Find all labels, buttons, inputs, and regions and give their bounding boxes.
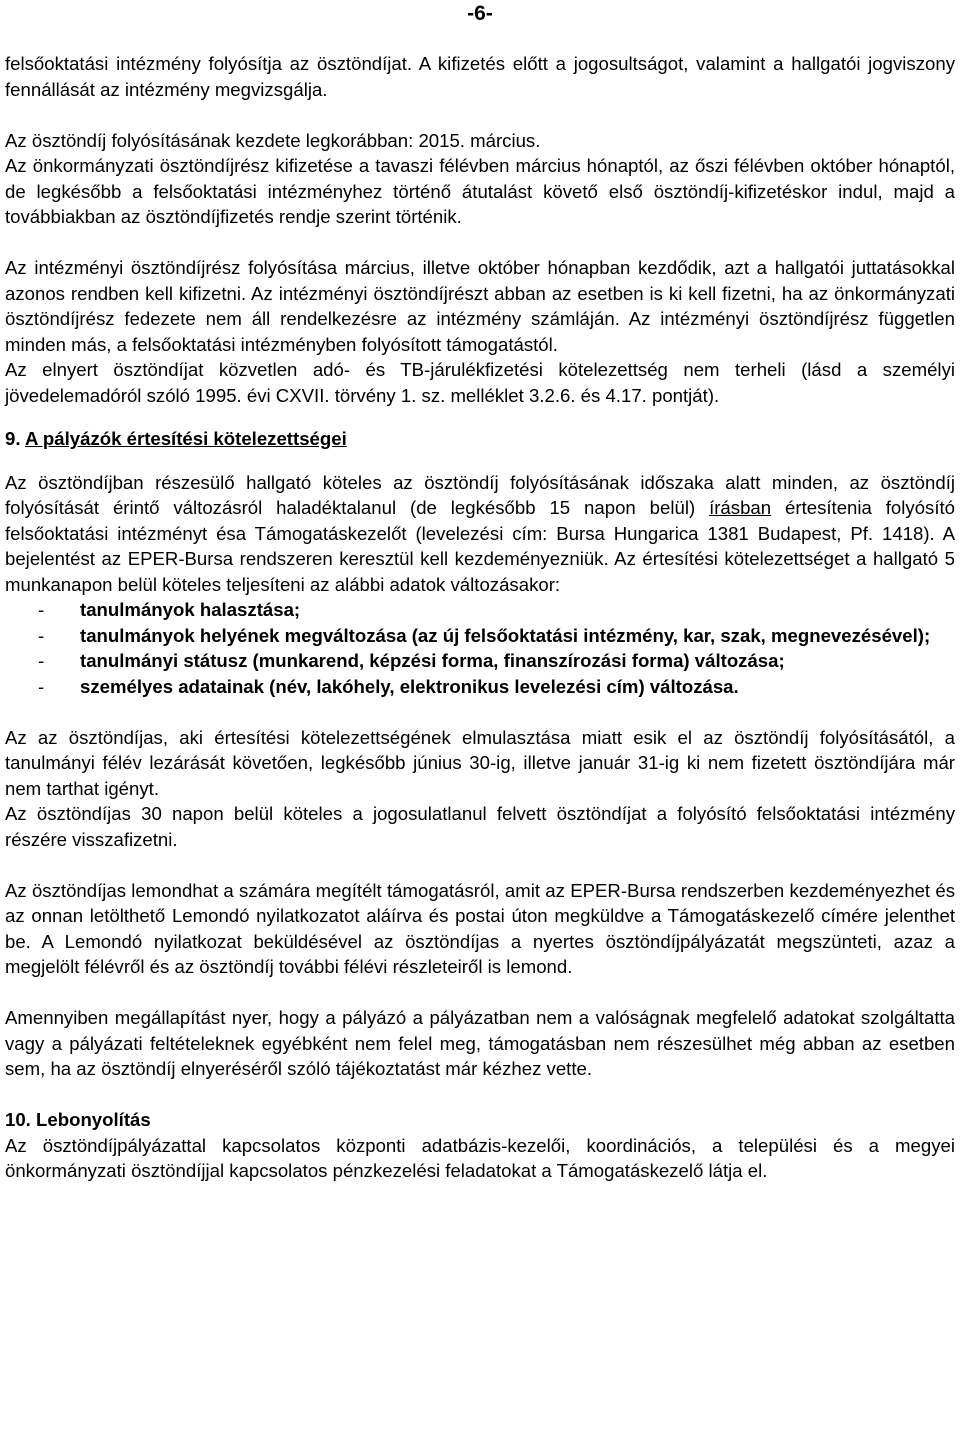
section-number: 9. [5,428,21,449]
paragraph-false-data: Amennyiben megállapítást nyer, hogy a pályázó a pályázatban nem a valóságnak megfelelő adatokat szolgáltatta vagy a pályázati feltételeknek egyébként nem felel meg, támogatásban nem részesülhet még abban az esetben sem, ha az ösztöndíj elnyeréséről szóló tájékoztatást már kézhez vette. [5,1007,955,1079]
paragraph-tax: Az elnyert ösztöndíjat közvetlen adó- és TB-járulékfizetési kötelezettség nem terheli (lásd a személyi jövedelemadóról szóló 1995. évi CXVII. törvény 1. sz. melléklet 3.2.6. és 4.17. pontját). [5,359,955,406]
paragraph-resignation: Az ösztöndíjas lemondhat a számára megítélt támogatásról, amit az EPER-Bursa rendszerben kezdeményezhet és az onnan letölthető Lemondó nyilatkozatot aláírva és postai úton megküldve a Támogatáskezelő címére jelenthet be. A Lemondó nyilatkozat beküldésével az ösztöndíjas a nyertes ösztöndíjpályázatát megszünteti, azaz a megjelölt félévről és az ösztöndíj további félévi részleteiről is lemond. [5,879,955,977]
paragraph-administration: Az ösztöndíjpályázattal kapcsolatos központi adatbázis-kezelői, koordinációs, a települési és a megyei önkormányzati ösztöndíjjal kapcsolatos pénzkezelési feladatokat a Támogatáskezelő látja el. [5,1134,955,1181]
section-heading-9 [5,426,955,452]
paragraph-forfeit: Az az ösztöndíjas, aki értesítési kötelezettségének elmulasztása miatt esik el az ösztöndíj folyósításától, a tanulmányi félév lezárását követően, legkésőbb június 30-ig, illetve január 31-ig ki nem fizetett ösztöndíjára már nem tarthat igényt. [5,726,955,799]
list-item: - tanulmányok helyének megváltozása (az új felsőoktatási intézmény, kar, szak, megnevezésével); [38,624,931,646]
change-list [5,597,955,699]
list-item: - személyes adatainak (név, lakóhely, elektronikus levelezési cím) változása. [38,675,739,697]
paragraph-intro: felsőoktatási intézmény folyósítja az ösztöndíjat. A kifizetés előtt a jogosultságot, valamint a hallgatói jogviszony fennállását az intézmény megvizsgálja. [5,53,955,100]
underlined-term: írásban [709,497,772,518]
list-item: - tanulmányi státusz (munkarend, képzési forma, finanszírozási forma) változása; [38,650,785,671]
page-number: -6- [467,2,493,25]
paragraph-start-date: Az ösztöndíj folyósításának kezdete legkorábban: 2015. március. [5,129,541,151]
list-item: - tanulmányok halasztása; [38,599,301,620]
section-title: A pályázók értesítési kötelezettségei [25,428,347,449]
paragraph-notification: Az ösztöndíjban részesülő hallgató köteles az ösztöndíj folyósításának időszaka alatt minden, az ösztöndíj folyósítását érintő változásról haladéktalanul (de legkésőbb 15 napon belül) írásban értesítenia folyósító felsőoktatási intézményt ésa Támogatáskezelőt (levelezési cím: Bursa Hungarica 1381 Budapest, Pf. 1418). A bejelentést az EPER-Bursa rendszeren keresztül kell kezdeményezniük. Az értesítési kötelezettséget a hallgató 5 munkanapon belül köteles teljesíteni az alábbi adatok változásakor: [5,471,956,595]
document-body [5,51,955,1184]
section-heading-10 [5,1107,955,1133]
paragraph-municipal-part: Az önkormányzati ösztöndíjrész kifizetése a tavaszi félévben március hónaptól, az őszi félévben október hónaptól, de legkésőbb a felsőoktatási intézményhez történő átutalást követő első ösztöndíj-kifizetéskor indul, majd a továbbiakban az ösztöndíjfizetés rendje szerint történik. [5,155,955,227]
section-number: 10. [5,1109,31,1130]
section-title: Lebonyolítás [36,1109,151,1130]
paragraph-repayment: Az ösztöndíjas 30 napon belül köteles a jogosulatlanul felvett ösztöndíjat a folyósító felsőoktatási intézmény részére visszafizetni. [5,803,955,850]
paragraph-institutional-part: Az intézményi ösztöndíjrész folyósítása március, illetve október hónapban kezdődik, azt a hallgatói juttatásokkal azonos rendben kell kifizetni. Az intézményi ösztöndíjrészt abban az esetben is ki kell fizetni, ha az önkormányzati ösztöndíjrész fedezete nem áll rendelkezésre az intézmény számláján. Az intézményi ösztöndíjrész független minden más, a felsőoktatási intézményben folyósított támogatástól. [5,257,955,355]
